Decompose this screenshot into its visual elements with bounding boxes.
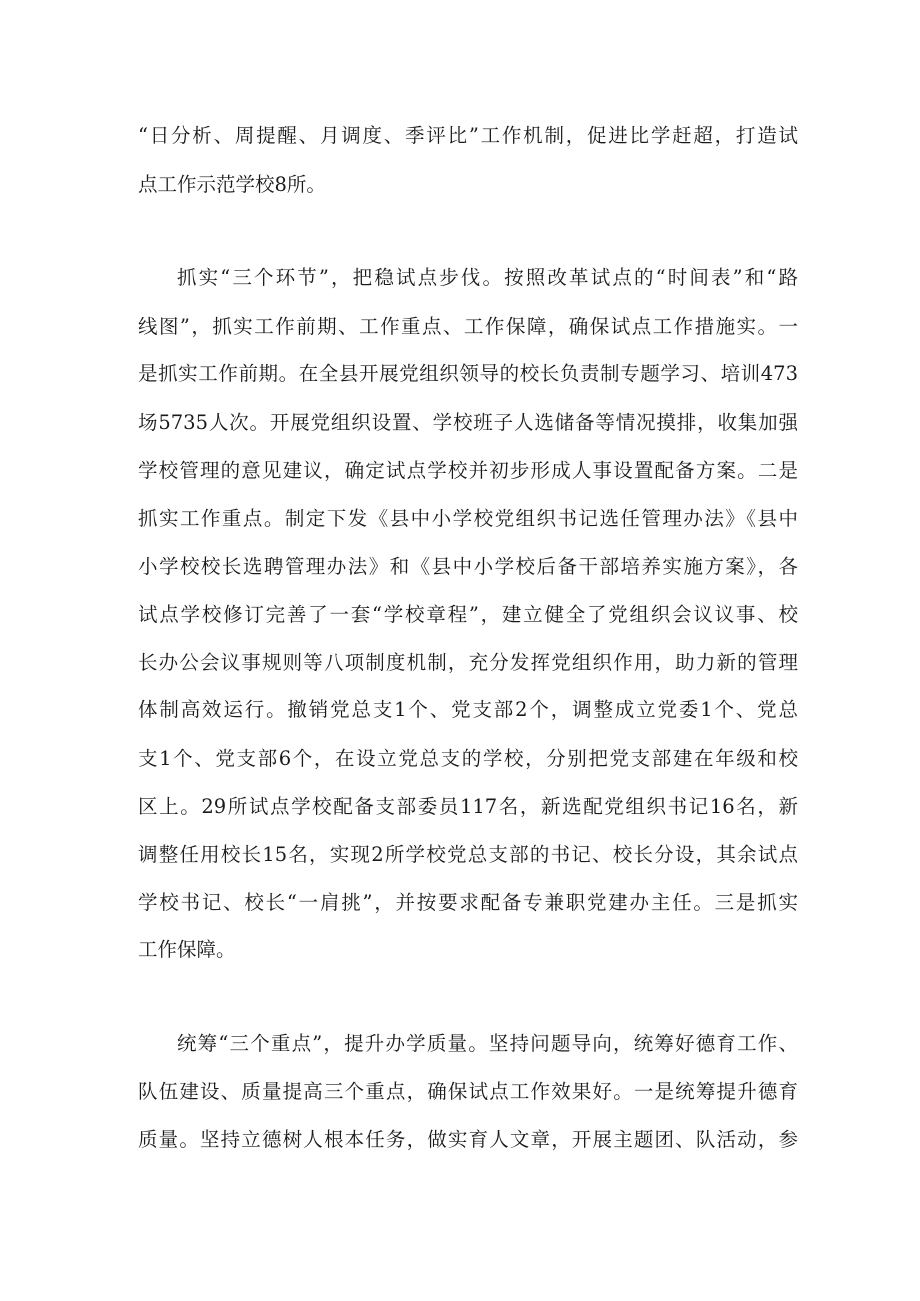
text-line: 学校书记、校长“一肩挑”，并按要求配备专兼职党建办主任。三是抓实	[138, 891, 798, 914]
text-line: 线图”，抓实工作前期、工作重点、工作保障，确保试点工作措施实。一	[138, 315, 798, 338]
text-line: 抓实工作重点。制定下发《县中小学校党组织书记选任管理办法》《县中	[138, 507, 798, 530]
text-line: 队伍建设、质量提高三个重点，确保试点工作效果好。一是统筹提升德育	[138, 1080, 798, 1103]
text-line: 区上。29所试点学校配备支部委员117名，新选配党组织书记16名，新	[138, 795, 798, 818]
text-line: 工作保障。	[138, 938, 236, 961]
text-line: 试点学校修订完善了一套“学校章程”，建立健全了党组织会议议事、校	[138, 603, 798, 626]
text-line: 质量。坚持立德树人根本任务，做实育人文章，开展主题团、队活动，参	[138, 1128, 798, 1151]
text-line: 统筹“三个重点”，提升办学质量。坚持问题导向，统筹好德育工作、	[177, 1032, 798, 1055]
text-line: 学校管理的意见建议，确定试点学校并初步形成人事设置配备方案。二是	[138, 459, 798, 482]
text-line: 长办公会议事规则等八项制度机制，充分发挥党组织作用，助力新的管理	[138, 651, 798, 674]
text-line: 场5735人次。开展党组织设置、学校班子人选储备等情况摸排，收集加强	[138, 411, 798, 434]
text-line: 点工作示范学校8所。	[138, 173, 326, 196]
text-line: 小学校校长选聘管理办法》和《县中小学校后备干部培养实施方案》，各	[138, 555, 798, 578]
text-line: “日分析、周提醒、月调度、季评比”工作机制，促进比学赶超，打造试	[138, 124, 798, 147]
text-line: 体制高效运行。撤销党总支1个、党支部2个，调整成立党委1个、党总	[138, 698, 798, 721]
text-line: 调整任用校长15名，实现2所学校党总支部的书记、校长分设，其余试点	[138, 843, 798, 866]
text-line: 是抓实工作前期。在全县开展党组织领导的校长负责制专题学习、培训473	[138, 362, 798, 385]
text-line: 抓实“三个环节”，把稳试点步伐。按照改革试点的“时间表”和“路	[177, 266, 798, 289]
text-line: 支1个、党支部6个，在设立党总支的学校，分别把党支部建在年级和校	[138, 747, 798, 770]
